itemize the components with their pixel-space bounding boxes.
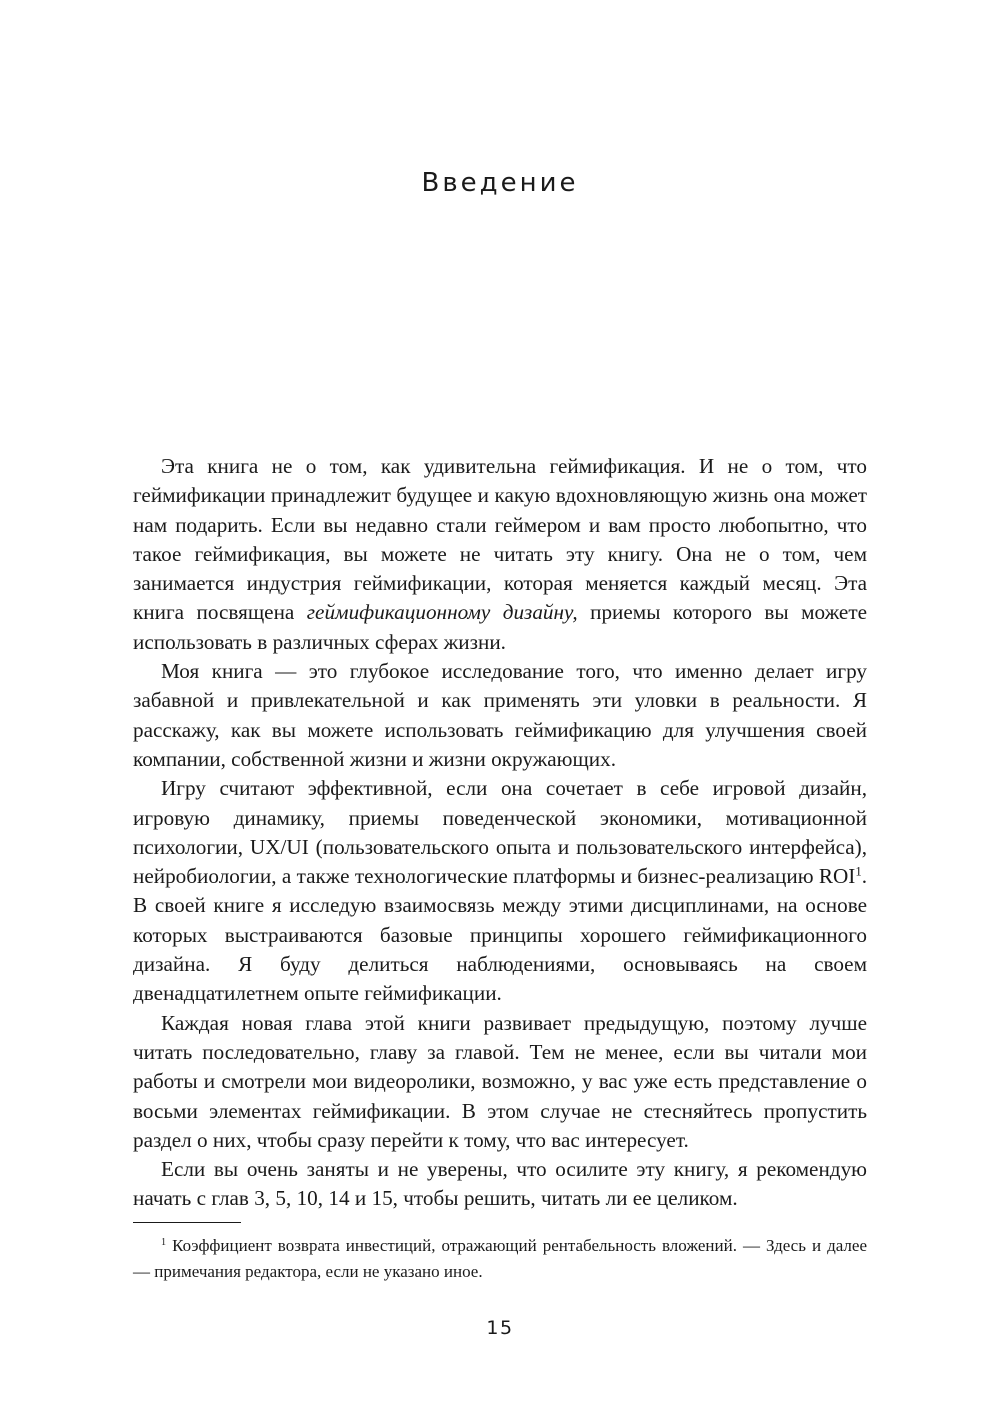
paragraph: Каждая новая глава этой книги развивает предыдущую, поэтому лучше читать последовательно, главу за главой. Тем не менее, если вы читали мои работы и смотрели мои видеоролики, возможно, у вас уже есть представление о восьми элементах геймификации. В этом случае не стесняйтесь пропустить раздел о них, чтобы сразу перейти к тому, что вас интересует. [133, 1010, 867, 1152]
paragraph-text: Игру считают эффективной, если она сочетает в себе игровой дизайн, игровую динамику, приемы поведенческой экономики, мотивационной психологии, UX/UI (пользовательского опыта и пользовательского интерфейса), нейробиологии, а также технологические платформы и бизнес-реализацию ROI [133, 776, 867, 889]
paragraph-text: Эта книга не о том, как удивительна геймификация. И не о том, что геймификации принадлежит будущее и какую вдохновляющую жизнь она может нам подарить. Если вы недавно стали геймером и вам просто любопытно, что такое геймификация, вы можете не читать эту книгу. Она не о том, чем занимается индустрия геймификации, которая меняется каждый месяц. Эта книга посвящена [133, 454, 867, 625]
paragraph: Если вы очень заняты и не уверены, что осилите эту книгу, я рекомендую начать с глав 3, 5, 10, 14 и 15, чтобы решить, читать ли ее целиком. [133, 1157, 867, 1211]
emphasis-text: геймификационному дизайну, [306, 600, 578, 625]
footnote-number: 1 [161, 1236, 167, 1248]
paragraph-text: приемы которого вы можете использовать в различных сферах жизни. [133, 600, 867, 654]
paragraph: Моя книга — это глубокое исследование того, что именно делает игру забавной и привлекательной и как применять эти уловки в реальности. Я расскажу, как вы можете использовать геймификацию для улучшения своей компании, собственной жизни и жизни окружающих. [133, 659, 867, 771]
paragraph-text: . В своей книге я исследую взаимосвязь между этими дисциплинами, на основе которых выстраиваются базовые принципы хорошего геймификационного дизайна. Я буду делиться наблюдениями, основываясь на своем двенадцатилетнем опыте геймификации. [133, 864, 867, 1006]
footnote [133, 1233, 867, 1285]
paragraph [133, 774, 867, 1008]
chapter-title: Введение [421, 168, 579, 198]
page-number: 15 [486, 1317, 514, 1339]
paragraph [133, 452, 867, 657]
footnote-paragraph [133, 1233, 867, 1285]
footnote-divider [133, 1222, 241, 1223]
footnote-text: Коэффициент возврата инвестиций, отражающий рентабельность вложений. — Здесь и далее — примечания редактора, если не указано иное. [133, 1236, 868, 1281]
footnote-reference[interactable]: 1 [855, 864, 862, 879]
body-text [133, 452, 867, 1214]
